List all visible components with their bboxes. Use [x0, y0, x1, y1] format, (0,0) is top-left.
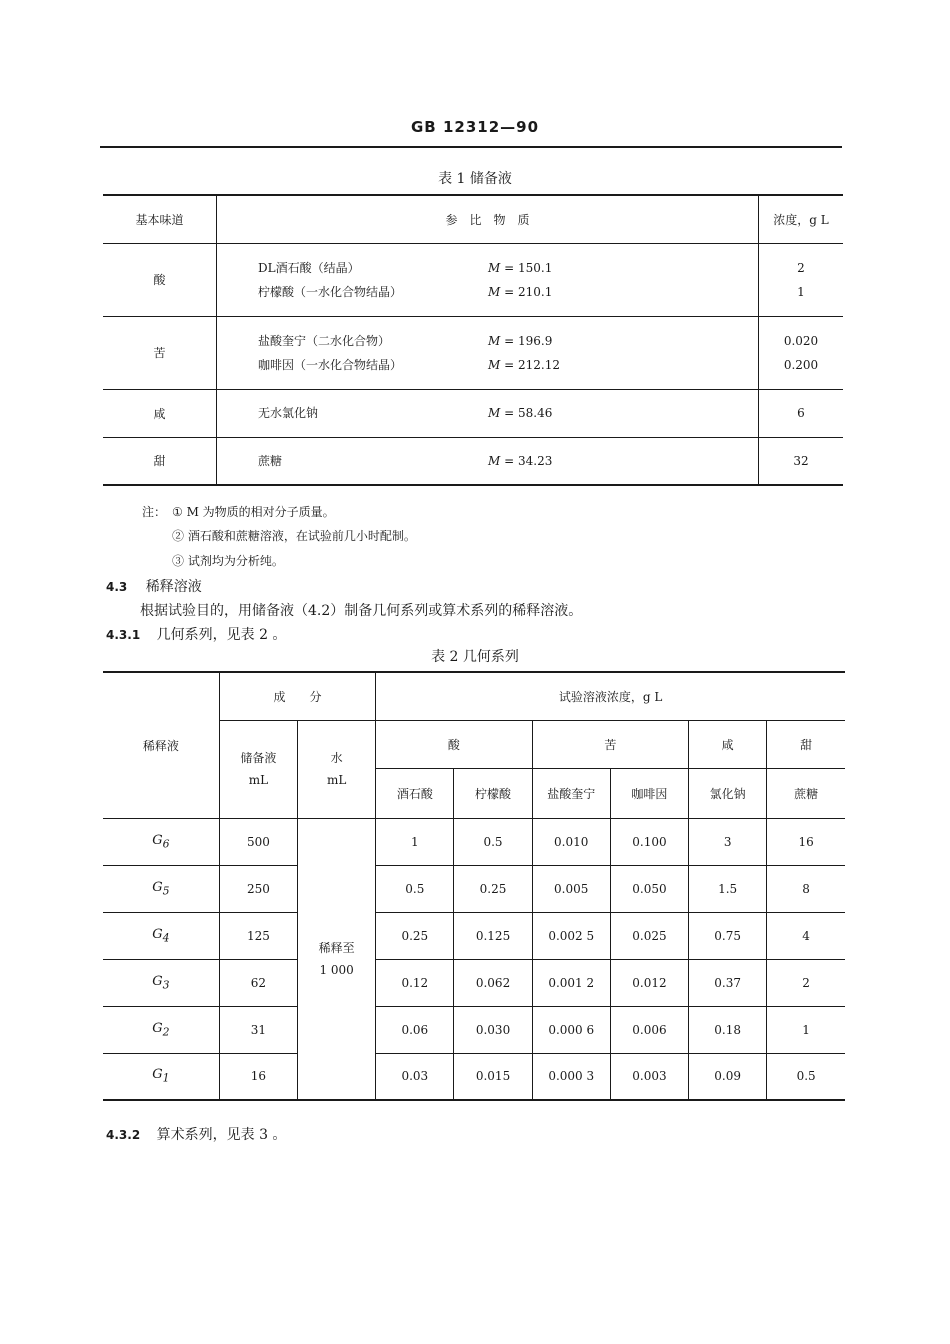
value-cell: 1: [767, 1006, 845, 1053]
table2-caption: 表 2 几何系列: [431, 649, 519, 665]
value-cell: 0.015: [454, 1053, 532, 1100]
m-cell: M = 34.23: [488, 437, 759, 485]
value-cell: 0.125: [454, 912, 532, 959]
value-cell: 0.06: [376, 1006, 454, 1053]
value-cell: 0.006: [610, 1006, 688, 1053]
value-cell: 0.5: [376, 865, 454, 912]
section-4-3-text: 根据试验目的，用储备液（4.2）制备几何系列或算术系列的稀释溶液。: [140, 603, 583, 619]
m-value: M = 196.9: [488, 333, 553, 348]
value-cell: 0.001 2: [532, 959, 610, 1006]
header-rule: [100, 146, 842, 148]
note-1: ① M 为物质的相对分子质量。: [172, 505, 335, 519]
dilution-label: $G_5$: [103, 865, 219, 912]
substance-header: 盐酸奎宁: [532, 768, 610, 818]
value-cell: 0.025: [610, 912, 688, 959]
conc-cell: 6: [759, 389, 844, 437]
m-symbol: M: [488, 333, 501, 348]
value-cell: 0.12: [376, 959, 454, 1006]
value-cell: 0.002 5: [532, 912, 610, 959]
value-cell: 0.000 6: [532, 1006, 610, 1053]
table1-col-conc: 浓度，g L: [759, 195, 844, 243]
taste-sweet-header: 甜: [767, 720, 845, 768]
stock-value: 500: [219, 818, 297, 865]
table1-row-sweet: [103, 437, 843, 485]
section-number: 4.3.1: [106, 628, 141, 642]
table1-col-substance: 参 比 物 质: [217, 195, 759, 243]
section-title: 稀释溶液: [145, 579, 202, 595]
table1-row-sour: [103, 243, 843, 316]
section-4-3-1-heading: [106, 624, 286, 644]
table1-row-bitter: [103, 316, 843, 389]
value-cell: 0.03: [376, 1053, 454, 1100]
value-cell: 0.005: [532, 865, 610, 912]
table-row: [103, 912, 845, 959]
m-symbol: M: [488, 284, 501, 299]
substance-header: 蔗糖: [767, 768, 845, 818]
standard-code: GB 12312—90: [410, 118, 540, 136]
m-value: M = 212.12: [488, 357, 560, 372]
table-row: [103, 1006, 845, 1053]
substance-header: 柠檬酸: [454, 768, 532, 818]
value-cell: 0.5: [767, 1053, 845, 1100]
m-value: M = 150.1: [488, 260, 553, 275]
stock-value: 16: [219, 1053, 297, 1100]
note-2: ② 酒石酸和蔗糖溶液，在试验前几小时配制。: [172, 529, 416, 543]
value-cell: 0.100: [610, 818, 688, 865]
value-cell: 0.000 3: [532, 1053, 610, 1100]
m-cell: [488, 316, 759, 389]
substance-cell: [217, 243, 489, 316]
substance-citric: 柠檬酸（一水化合物结晶）: [258, 284, 403, 299]
section-text: 算术系列，见表 3 。: [156, 1127, 287, 1143]
stock-value: 62: [219, 959, 297, 1006]
value-cell: 0.030: [454, 1006, 532, 1053]
table2-col-water: 水 mL: [298, 720, 376, 818]
m-symbol: M: [488, 406, 501, 420]
value-cell: 0.5: [454, 818, 532, 865]
section-text: 几何系列，见表 2 。: [156, 627, 287, 643]
taste-sour: 酸: [103, 243, 217, 316]
taste-sweet: 甜: [103, 437, 217, 485]
substance-cell: [217, 316, 489, 389]
value-cell: 0.37: [689, 959, 767, 1006]
table2-col-dilution: 稀释液: [103, 672, 219, 818]
value-cell: 0.003: [610, 1053, 688, 1100]
table2-col-stock: 储备液 mL: [219, 720, 297, 818]
conc-cell: 32: [759, 437, 844, 485]
taste-bitter: 苦: [103, 316, 217, 389]
water-note: 稀释至 1 000: [298, 818, 376, 1100]
m-symbol: M: [488, 260, 501, 275]
section-number: 4.3.2: [106, 1128, 141, 1142]
taste-salty-header: 咸: [689, 720, 767, 768]
value-cell: 0.25: [454, 865, 532, 912]
stock-value: 125: [219, 912, 297, 959]
value-cell: 4: [767, 912, 845, 959]
table1-col-taste: 基本味道: [103, 195, 217, 243]
substance-nacl: 无水氯化钠: [217, 389, 489, 437]
note-3: ③ 试剂均为分析纯。: [172, 554, 284, 568]
section-4-3-2-heading: [106, 1124, 286, 1144]
table1-caption: 表 1 储备液: [438, 171, 512, 187]
m-value: M = 210.1: [488, 284, 553, 299]
value-cell: 0.75: [689, 912, 767, 959]
dilution-label: $G_6$: [103, 818, 219, 865]
m-cell: M = 58.46: [488, 389, 759, 437]
table2-col-concentration: 试验溶液浓度，g L: [376, 672, 845, 720]
dilution-label: $G_4$: [103, 912, 219, 959]
substance-caffeine: 咖啡因（一水化合物结晶）: [258, 357, 403, 372]
value-cell: 0.09: [689, 1053, 767, 1100]
table2-header-row-1: [103, 672, 845, 720]
value-cell: 0.010: [532, 818, 610, 865]
table1: [103, 194, 843, 486]
table-row: [103, 1053, 845, 1100]
substance-header: 氯化钠: [689, 768, 767, 818]
value-cell: 16: [767, 818, 845, 865]
value-cell: 0.012: [610, 959, 688, 1006]
dilution-label: $G_2$: [103, 1006, 219, 1053]
table2: [103, 671, 845, 1101]
stock-value: 31: [219, 1006, 297, 1053]
conc-cell: 0.020 0.200: [759, 316, 844, 389]
value-cell: 2: [767, 959, 845, 1006]
table-row: [103, 865, 845, 912]
value-cell: 8: [767, 865, 845, 912]
section-number: 4.3: [106, 580, 128, 594]
substance-header: 酒石酸: [376, 768, 454, 818]
table1-row-salty: [103, 389, 843, 437]
value-cell: 1.5: [689, 865, 767, 912]
stock-value: 250: [219, 865, 297, 912]
m-symbol: M: [488, 357, 501, 372]
note-prefix: 注：: [142, 505, 167, 519]
substance-quinine: 盐酸奎宁（二水化合物）: [258, 333, 391, 348]
value-cell: 1: [376, 818, 454, 865]
table1-header-row: [103, 195, 843, 243]
dilution-label: $G_3$: [103, 959, 219, 1006]
taste-bitter-header: 苦: [532, 720, 688, 768]
value-cell: 3: [689, 818, 767, 865]
table2-col-composition: 成 分: [219, 672, 375, 720]
value-cell: 0.25: [376, 912, 454, 959]
section-4-3-heading: [106, 576, 202, 596]
value-cell: 0.062: [454, 959, 532, 1006]
conc-cell: 2 1: [759, 243, 844, 316]
table-row: [103, 818, 845, 865]
value-cell: 0.18: [689, 1006, 767, 1053]
value-cell: 0.050: [610, 865, 688, 912]
substance-header: 咖啡因: [610, 768, 688, 818]
table-row: [103, 959, 845, 1006]
substance-sucrose: 蔗糖: [217, 437, 489, 485]
substance-tartaric: DL酒石酸（结晶）: [258, 260, 360, 275]
taste-salty: 咸: [103, 389, 217, 437]
m-cell: [488, 243, 759, 316]
m-symbol: M: [488, 453, 501, 468]
taste-sour-header: 酸: [376, 720, 532, 768]
dilution-label: $G_1$: [103, 1053, 219, 1100]
